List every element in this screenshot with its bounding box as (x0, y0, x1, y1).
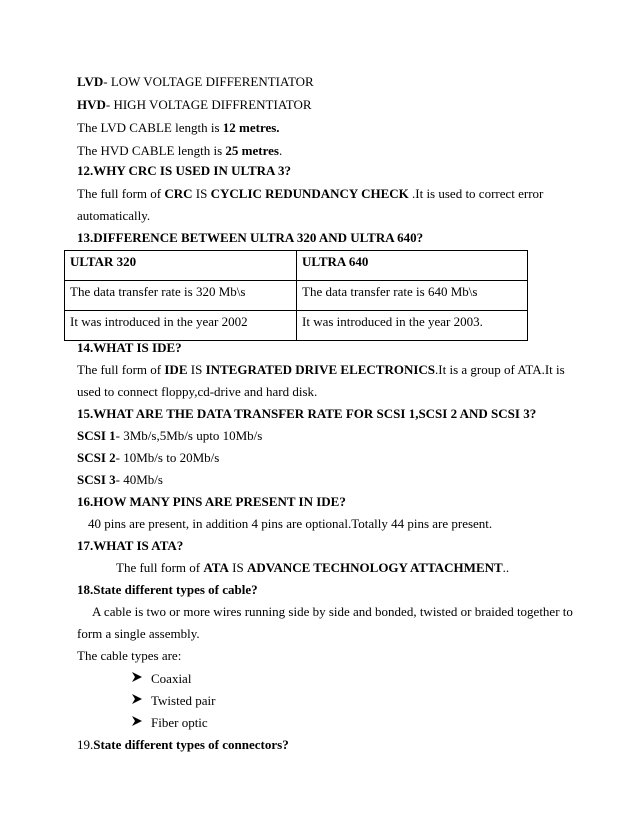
q14-answer-line2: used to connect floppy,cd-drive and hard disk. (77, 384, 318, 399)
q14-abbr: IDE (164, 362, 188, 377)
hvd-cable-length (77, 143, 282, 159)
q19-title: State different types of connectors? (93, 737, 289, 752)
q12-text: The full form of (77, 186, 165, 201)
scsi2-term: SCSI 2 (77, 450, 116, 465)
scsi3-term: SCSI 3 (77, 472, 116, 487)
q14-text-end: .It is a group of ATA.It is (435, 362, 565, 377)
q12-answer-line2: automatically. (77, 208, 151, 223)
lvd-cable-text: The LVD CABLE length is (77, 120, 223, 135)
arrow-bullet-icon (131, 715, 151, 731)
table-row (65, 311, 528, 341)
table-row (65, 281, 528, 311)
hvd-definition (77, 97, 312, 113)
table-header-row (65, 251, 528, 281)
q13-heading: 13.DIFFERENCE BETWEEN ULTRA 320 AND ULTRA 640? (77, 230, 424, 245)
bullet-text: Coaxial (151, 671, 192, 686)
bullet-text: Fiber optic (151, 715, 208, 730)
q14-heading: 14.WHAT IS IDE? (77, 340, 182, 355)
lvd-cable-value: 12 metres. (222, 120, 280, 135)
q14-fullform: INTEGRATED DRIVE ELECTRONICS (205, 362, 436, 377)
list-item (131, 693, 215, 709)
q16-answer: 40 pins are present, in addition 4 pins are optional.Totally 44 pins are present. (88, 516, 493, 531)
lvd-cable-length (77, 120, 280, 136)
bullet-text: Twisted pair (151, 693, 216, 708)
table-cell: The data transfer rate is 640 Mb\s (297, 281, 528, 311)
lvd-term: LVD (77, 74, 104, 89)
list-item (131, 671, 191, 687)
q12-abbr: CRC (164, 186, 193, 201)
q18-answer-line2: form a single assembly. (77, 626, 200, 641)
hvd-cable-period: . (278, 143, 283, 158)
table-header-cell: ULTAR 320 (65, 251, 297, 281)
q14-is: IS (187, 362, 206, 377)
q14-text: The full form of (77, 362, 165, 377)
q16-heading: 16.HOW MANY PINS ARE PRESENT IN IDE? (77, 494, 346, 509)
q12-answer-line1 (77, 186, 543, 202)
q18-answer-line1: A cable is two or more wires running side by side and bonded, twisted or braided together to (92, 604, 573, 619)
scsi1-rate (77, 428, 262, 444)
ultra-comparison-table (64, 250, 528, 341)
table-cell: The data transfer rate is 320 Mb\s (65, 281, 297, 311)
q12-text-end: .It is used to correct error (408, 186, 544, 201)
hvd-cable-text: The HVD CABLE length is (77, 143, 226, 158)
q19-heading (77, 737, 289, 753)
q17-text: The full form of (116, 560, 204, 575)
hvd-cable-value: 25 metres (225, 143, 279, 158)
arrow-bullet-icon (131, 693, 151, 709)
q19-number: 19. (77, 737, 94, 752)
scsi1-term: SCSI 1 (77, 428, 116, 443)
q12-is: IS (192, 186, 211, 201)
lvd-definition (77, 74, 314, 90)
scsi3-rate (77, 472, 163, 488)
q17-abbr: ATA (203, 560, 229, 575)
hvd-text: - HIGH VOLTAGE DIFFRENTIATOR (105, 97, 312, 112)
table-cell: It was introduced in the year 2002 (65, 311, 297, 341)
q14-answer-line1 (77, 362, 565, 378)
scsi3-value: - 40Mb/s (115, 472, 163, 487)
scsi1-value: - 3Mb/s,5Mb/s upto 10Mb/s (115, 428, 263, 443)
table-header-cell: ULTRA 640 (297, 251, 528, 281)
scsi2-rate (77, 450, 219, 466)
table-cell: It was introduced in the year 2003. (297, 311, 528, 341)
q12-heading: 12.WHY CRC IS USED IN ULTRA 3? (77, 163, 291, 178)
q17-fullform: ADVANCE TECHNOLOGY ATTACHMENT (246, 560, 503, 575)
list-item (131, 715, 208, 731)
lvd-text: - LOW VOLTAGE DIFFERENTIATOR (103, 74, 314, 89)
q18-heading: 18.State different types of cable? (77, 582, 258, 597)
q17-text-end: .. (502, 560, 510, 575)
q18-cable-types-label: The cable types are: (77, 648, 182, 663)
q17-heading: 17.WHAT IS ATA? (77, 538, 184, 553)
hvd-term: HVD (77, 97, 106, 112)
arrow-bullet-icon (131, 671, 151, 687)
q15-heading: 15.WHAT ARE THE DATA TRANSFER RATE FOR SCSI 1,SCSI 2 AND SCSI 3? (77, 406, 537, 421)
q17-is: IS (228, 560, 247, 575)
q12-fullform: CYCLIC REDUNDANCY CHECK (210, 186, 409, 201)
q17-answer (116, 560, 509, 576)
scsi2-value: - 10Mb/s to 20Mb/s (115, 450, 220, 465)
